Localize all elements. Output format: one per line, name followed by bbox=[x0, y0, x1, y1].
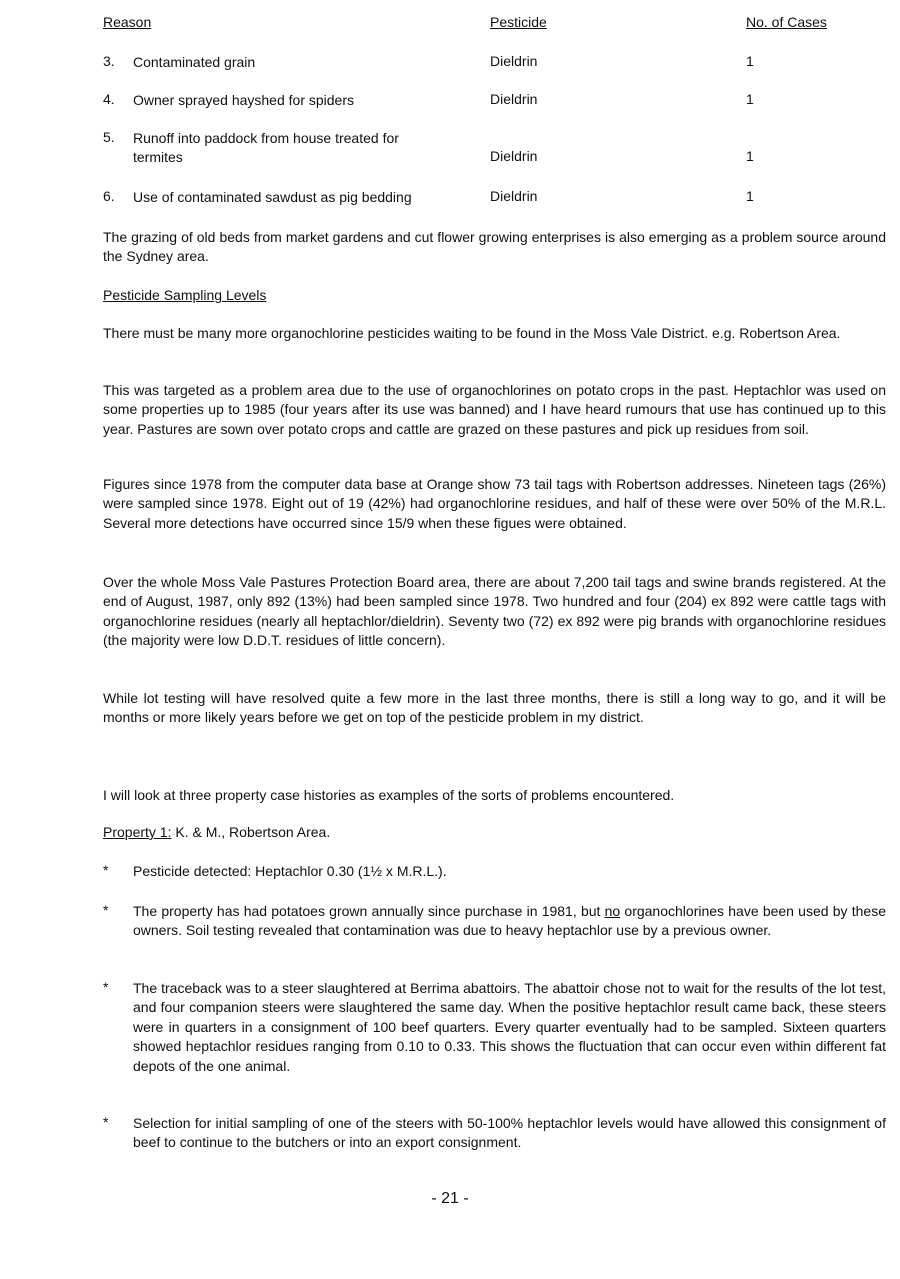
row-number: 3. bbox=[103, 53, 115, 69]
row-cases: 1 bbox=[746, 148, 754, 164]
bullet-item bbox=[103, 979, 886, 1076]
row-number: 5. bbox=[103, 129, 115, 145]
paragraph-targeted: This was targeted as a problem area due to the use of organochlorines on potato crops in the past. Heptachlor was used on some properties up to 1985 (four years after its use was banned) and I have heard rumours that use has continued up to this year. Pastures are sown over potato crops and cattle are grazed on these pastures and pick up residues from soil. bbox=[103, 382, 886, 437]
bullet-item bbox=[103, 862, 886, 881]
header-cases: No. of Cases bbox=[746, 14, 827, 30]
bullet-star: * bbox=[103, 1114, 109, 1130]
row-pesticide: Dieldrin bbox=[490, 148, 538, 164]
bullet-item bbox=[103, 902, 886, 941]
bullet-star: * bbox=[103, 979, 109, 995]
bullet-text-start: The property has had potatoes grown annually since purchase in 1981, but bbox=[133, 903, 605, 919]
row-cases: 1 bbox=[746, 188, 754, 204]
paragraph-lot-testing: While lot testing will have resolved quite a few more in the last three months, there is still a long way to go, and it will be months or more likely years before we get on top of the pesticide problem in my district. bbox=[103, 690, 886, 726]
bullet-text: Pesticide detected: Heptachlor 0.30 (1½ x M.R.L.). bbox=[133, 863, 447, 879]
paragraph-case-histories: I will look at three property case histories as examples of the sorts of problems encountered. bbox=[103, 787, 675, 803]
row-cases: 1 bbox=[746, 53, 754, 69]
page-number: - 21 - bbox=[431, 1190, 469, 1207]
row-reason: Contaminated grain bbox=[133, 54, 256, 70]
header-reason: Reason bbox=[103, 14, 152, 30]
row-number: 4. bbox=[103, 91, 115, 107]
row-reason: Owner sprayed hayshed for spiders bbox=[133, 92, 354, 108]
row-reason: Use of contaminated sawdust as pig bedding bbox=[133, 189, 412, 205]
bullet-text: Selection for initial sampling of one of the steers with 50-100% heptachlor levels would have allowed this consignment of beef to continue to the butchers or into an export consignment. bbox=[133, 1115, 886, 1151]
paragraph-many-more: There must be many more organochlorine pesticides waiting to be found in the Moss Vale District. e.g. Robertson Area. bbox=[103, 325, 841, 341]
bullet-text-end: organochlorines have been used by these owners. Soil testing revealed that contamination was due to heavy heptachlor use by a previous owner. bbox=[133, 903, 886, 939]
bullet-star: * bbox=[103, 902, 109, 918]
bullet-item bbox=[103, 1114, 886, 1153]
bullet-text: The traceback was to a steer slaughtered at Berrima abattoirs. The abattoir chose not to wait for the results of the lot test, and four companion steers were slaughtered the same day. When the positive heptachlor result came back, these steers were in quarters in a consignment of 100 beef quarters. Every quarter eventually had to be sampled. Sixteen quarters showed heptachlor residues ranging from 0.10 to 0.33. This shows the fluctuation that can occur even within different fat depots of the one animal. bbox=[133, 980, 886, 1074]
property-label: Property 1: bbox=[103, 824, 172, 840]
row-pesticide: Dieldrin bbox=[490, 91, 538, 107]
row-cases: 1 bbox=[746, 91, 754, 107]
paragraph-grazing: The grazing of old beds from market gardens and cut flower growing enterprises is also emerging as a problem source around the Sydney area. bbox=[103, 229, 886, 265]
row-number: 6. bbox=[103, 188, 115, 204]
emphasis-no: no bbox=[604, 903, 621, 919]
bullet-text bbox=[133, 902, 886, 941]
paragraph-figures: Figures since 1978 from the computer data base at Orange show 73 tail tags with Robertson addresses. Nineteen tags (26%) were sampled since 1978. Eight out of 19 (42%) had organochlorine residues, and half of these were over 50% of the M.R.L. Several more detections have occurred since 15/9 when these figues were obtained. bbox=[103, 476, 886, 531]
row-pesticide: Dieldrin bbox=[490, 53, 538, 69]
header-pesticide: Pesticide bbox=[490, 14, 547, 30]
property-text: K. & M., Robertson Area. bbox=[175, 824, 331, 840]
section-heading: Pesticide Sampling Levels bbox=[103, 287, 267, 303]
property-line bbox=[103, 823, 886, 842]
row-reason: Runoff into paddock from house treated for termites bbox=[133, 130, 399, 165]
bullet-star: * bbox=[103, 862, 109, 878]
paragraph-moss-vale: Over the whole Moss Vale Pastures Protection Board area, there are about 7,200 tail tags and swine brands registered. At the end of August, 1987, only 892 (13%) had been sampled since 1978. Two hundred and four (204) ex 892 were cattle tags with organochlorine residues (nearly all heptachlor/dieldrin). Seventy two (72) ex 892 were pig brands with organochlorine residues (the majority were low D.D.T. residues of little concern). bbox=[103, 574, 886, 649]
row-pesticide: Dieldrin bbox=[490, 188, 538, 204]
